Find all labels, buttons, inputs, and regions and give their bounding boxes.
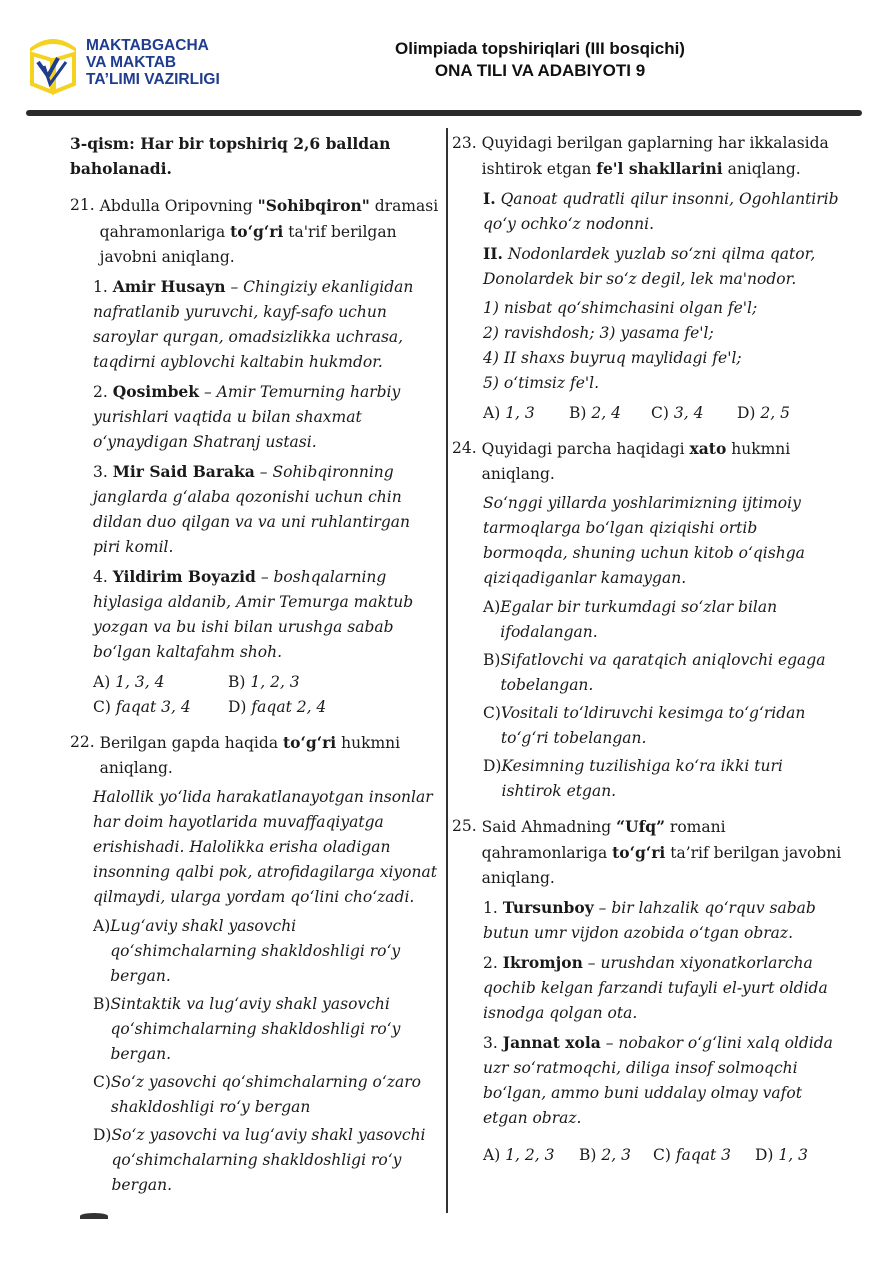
right-column bbox=[452, 131, 844, 1178]
option-label: D) bbox=[755, 1146, 774, 1164]
option-label: D) bbox=[737, 404, 756, 422]
quoted-passage-2 bbox=[483, 241, 844, 292]
item-number: 4. bbox=[93, 568, 108, 586]
text: Said Ahmadning bbox=[481, 818, 617, 836]
option-value: 2, 4 bbox=[591, 404, 621, 422]
column-divider bbox=[446, 128, 448, 1213]
option-value: 2, 5 bbox=[760, 404, 790, 422]
option-b[interactable] bbox=[569, 401, 651, 426]
option-label: B) bbox=[93, 995, 111, 1013]
question-text bbox=[100, 193, 442, 270]
numbered-list bbox=[483, 296, 844, 396]
option-text: So‘z yasovchi va lug‘aviy shakl yasovchi qo‘shimchalarning shakldoshligi ro‘y bergan. bbox=[111, 1126, 426, 1194]
item-number: 2. bbox=[483, 954, 498, 972]
item-desc: – Amir Temurning harbiy yurishlari vaqtida u bilan shaxmat o‘ynaydigan Shatranj ustasi. bbox=[93, 383, 401, 451]
answer-b[interactable] bbox=[93, 992, 442, 1067]
list-item bbox=[93, 459, 442, 560]
option-text: Vositali to‘ldiruvchi kesimga to‘g‘ridan to‘g‘ri tobelangan. bbox=[500, 704, 806, 747]
question-number: 21. bbox=[70, 196, 95, 214]
option-text: Lug‘aviy shakl yasovchi qo‘shimchalarning shakldoshligi ro‘y bergan. bbox=[110, 917, 401, 985]
item-desc: – urushdan xiyonatkorlarcha qochib kelgan farzandi tufayli el-yurt oldida isnodga qolgan ota. bbox=[483, 954, 828, 1022]
option-label: B) bbox=[228, 673, 246, 691]
item-desc: – boshqalarning hiylasiga aldanib, Amir Temurga maktub yozgan va bu ishi bilan urushga sabab bo‘lgan kaltafahm shoh. bbox=[93, 568, 414, 661]
item-name: Jannat xola bbox=[502, 1033, 601, 1052]
option-a[interactable] bbox=[483, 1143, 579, 1168]
option-label: B) bbox=[579, 1146, 597, 1164]
answer-d[interactable] bbox=[483, 754, 844, 804]
option-label: A) bbox=[483, 598, 501, 616]
option-text: Sintaktik va lug‘aviy shakl yasovchi qo‘shimchalarning shakldoshligi ro‘y bergan. bbox=[110, 995, 401, 1063]
item-desc: – Chingiziy ekanligidan nafratlanib yuruvchi, kayf-safo uchun saroylar qurgan, omadsizlikka uchrasa, taqdirni ayblovchi kaltabin hukmdor. bbox=[93, 278, 414, 371]
list-item: 5) o‘timsiz fe'l. bbox=[483, 374, 600, 392]
ministry-name-line: MAKTABGACHA bbox=[86, 37, 209, 54]
section-intro: 3-qism: Har bir topshiriq 2,6 balldan baholanadi. bbox=[70, 134, 391, 178]
text-bold: to‘g‘ri bbox=[612, 843, 666, 862]
page-corner-mark bbox=[80, 1213, 108, 1219]
option-b[interactable] bbox=[228, 670, 300, 695]
ministry-logo-icon bbox=[26, 26, 80, 96]
text-bold: “Ufq” bbox=[616, 817, 665, 836]
item-name: Mir Said Baraka bbox=[112, 462, 255, 481]
list-item: 2) ravishdosh; 3) yasama fe'l; bbox=[483, 324, 714, 342]
list-item: 1) nisbat qo‘shimchasini olgan fe'l; bbox=[483, 299, 758, 317]
option-label: A) bbox=[483, 404, 501, 422]
question-number: 22. bbox=[70, 733, 95, 751]
text: Quyidagi berilgan gaplarning har ikkalasida ishtirok etgan bbox=[481, 134, 829, 178]
answer-options bbox=[93, 670, 442, 720]
question-number: 23. bbox=[452, 134, 477, 152]
quote-text: Nodonlardek yuzlab so‘zni qilma qator, Donolardek bir so‘z degil, lek ma'nodor. bbox=[483, 245, 816, 288]
option-label: C) bbox=[93, 1073, 111, 1091]
document-title bbox=[330, 38, 750, 82]
title-line-1: Olimpiada topshiriqlari (III bosqichi) bbox=[395, 39, 685, 58]
quoted-passage: Halollik yo‘lida harakatlanayotgan insonlar har doim hayotlarida muvaffaqiyatga erishishadi. Halolikka erisha oladigan insonning qalbi pok, atrofidagilarga xiyonat qilmaydi, ularga yordam qo‘lini cho‘zadi. bbox=[93, 788, 437, 906]
option-a[interactable] bbox=[93, 670, 228, 695]
question-text bbox=[482, 131, 844, 182]
list-item bbox=[93, 274, 442, 375]
quoted-passage-1 bbox=[483, 186, 844, 237]
option-value: 1, 3 bbox=[505, 404, 535, 422]
text-bold: xato bbox=[689, 439, 727, 458]
option-label: B) bbox=[569, 404, 587, 422]
option-label: D) bbox=[93, 1126, 112, 1144]
answer-options bbox=[483, 401, 844, 426]
item-name: Tursunboy bbox=[502, 898, 594, 917]
option-label: A) bbox=[93, 917, 111, 935]
option-label: C) bbox=[483, 704, 501, 722]
list-item bbox=[93, 564, 442, 665]
list-item: 4) II shaxs buyruq maylidagi fe'l; bbox=[483, 349, 742, 367]
item-desc: – bir lahzalik qo‘rquv sabab butun umr vijdon azobida o‘tgan obraz. bbox=[483, 899, 816, 942]
roman-numeral: II. bbox=[483, 244, 503, 263]
text-bold: to‘g‘ri bbox=[230, 222, 284, 241]
option-value: 1, 3 bbox=[778, 1146, 808, 1164]
answer-b[interactable] bbox=[483, 648, 844, 698]
option-label: C) bbox=[653, 1146, 671, 1164]
header-rule bbox=[26, 110, 862, 116]
question-21 bbox=[70, 193, 442, 270]
item-number: 3. bbox=[483, 1034, 498, 1052]
answer-c[interactable] bbox=[483, 701, 844, 751]
question-23 bbox=[452, 131, 844, 182]
text: Berilgan gapda haqida bbox=[99, 734, 283, 752]
page-header bbox=[0, 0, 870, 120]
option-text: So‘z yasovchi qo‘shimchalarning o‘zaro shakldoshligi ro‘y bergan bbox=[110, 1073, 421, 1116]
option-text: Sifatlovchi va qaratqich aniqlovchi egaga tobelangan. bbox=[500, 651, 826, 694]
text: ta’rif berilgan javobni aniqlang. bbox=[481, 844, 842, 887]
option-b[interactable] bbox=[579, 1143, 653, 1168]
answer-c[interactable] bbox=[93, 1070, 442, 1120]
text: Abdulla Oripovning bbox=[99, 197, 258, 215]
text: ta'rif berilgan javobni aniqlang. bbox=[99, 223, 397, 266]
text-bold: fe'l shakllarini bbox=[596, 159, 723, 178]
text: aniqlang. bbox=[722, 160, 801, 178]
option-d[interactable] bbox=[737, 401, 790, 426]
question-text bbox=[100, 730, 442, 781]
item-name: Amir Husayn bbox=[112, 277, 226, 296]
option-value: 2, 3 bbox=[601, 1146, 631, 1164]
answer-a[interactable] bbox=[483, 595, 844, 645]
option-label: C) bbox=[651, 404, 669, 422]
quoted-passage: So‘nggi yillarda yoshlarimizning ijtimoiy tarmoqlarga bo‘lgan qiziqishi ortib bormoqda, shuning uchun kitob o‘qishga qiziqadiganlar kamaygan. bbox=[483, 494, 805, 587]
option-text: Egalar bir turkumdagi so‘zlar bilan ifodalangan. bbox=[500, 598, 778, 641]
option-value: 3, 4 bbox=[673, 404, 704, 422]
text: romani qahramonlariga bbox=[481, 818, 726, 862]
question-number: 25. bbox=[452, 817, 477, 835]
text-bold: "Sohibqiron" bbox=[257, 196, 370, 215]
item-desc: – Sohibqironning janglarda g‘alaba qozonishi uchun chin dildan duo qilgan va va uni ruhlantirgan piri komil. bbox=[93, 463, 410, 556]
item-number: 2. bbox=[93, 383, 108, 401]
option-a[interactable] bbox=[483, 401, 569, 426]
list-item bbox=[483, 950, 844, 1026]
option-value: 1, 2, 3 bbox=[505, 1146, 555, 1164]
question-24 bbox=[452, 436, 844, 487]
item-number: 3. bbox=[93, 463, 108, 481]
ministry-name-line: TA’LIMI VAZIRLIGI bbox=[86, 71, 220, 88]
option-c[interactable] bbox=[651, 401, 737, 426]
option-label: D) bbox=[483, 757, 502, 775]
text: Quyidagi parcha haqidagi bbox=[481, 440, 690, 458]
option-d[interactable] bbox=[755, 1143, 808, 1168]
ministry-name bbox=[86, 37, 220, 88]
option-value: faqat 3 bbox=[675, 1146, 732, 1164]
item-number: 1. bbox=[483, 899, 498, 917]
text: dramasi qahramonlariga bbox=[99, 197, 439, 241]
option-value: 1, 2, 3 bbox=[250, 673, 300, 691]
option-value: faqat 3, 4 bbox=[115, 698, 191, 716]
answer-a[interactable] bbox=[93, 914, 442, 989]
option-value: faqat 2, 4 bbox=[251, 698, 327, 716]
question-text bbox=[482, 814, 844, 891]
option-c[interactable] bbox=[653, 1143, 755, 1168]
list-item bbox=[93, 379, 442, 455]
list-item bbox=[483, 1030, 844, 1131]
option-label: A) bbox=[93, 673, 111, 691]
text-bold: to‘g‘ri bbox=[283, 733, 337, 752]
question-number: 24. bbox=[452, 439, 477, 457]
quote-text: Qanoat qudratli qilur insonni, Ogohlantirib qo‘y ochko‘z nodonni. bbox=[483, 190, 839, 233]
item-number: 1. bbox=[93, 278, 108, 296]
option-value: 1, 3, 4 bbox=[115, 673, 165, 691]
answer-d[interactable] bbox=[93, 1123, 442, 1198]
option-label: C) bbox=[93, 698, 111, 716]
text: hukmni aniqlang. bbox=[481, 440, 791, 483]
option-label: B) bbox=[483, 651, 501, 669]
item-name: Yildirim Boyazid bbox=[112, 567, 256, 586]
item-name: Ikromjon bbox=[502, 953, 583, 972]
list-item bbox=[483, 895, 844, 946]
ministry-name-line: VA MAKTAB bbox=[86, 54, 177, 71]
item-desc: – nobakor o‘g‘lini xalq oldida uzr so‘ratmoqchi, diliga insof solmoqchi bo‘lgan, ammo buni uddalay olmay vafot etgan obraz. bbox=[483, 1034, 833, 1127]
question-22 bbox=[70, 730, 442, 781]
question-25 bbox=[452, 814, 844, 891]
item-name: Qosimbek bbox=[112, 382, 200, 401]
option-d[interactable] bbox=[228, 695, 326, 720]
left-column bbox=[70, 131, 442, 1201]
text: hukmni aniqlang. bbox=[99, 734, 401, 777]
title-line-2: ONA TILI VA ADABIYOTI 9 bbox=[434, 61, 646, 80]
option-label: A) bbox=[483, 1146, 501, 1164]
answer-options bbox=[483, 1143, 844, 1168]
roman-numeral: I. bbox=[483, 189, 496, 208]
option-label: D) bbox=[228, 698, 247, 716]
question-text bbox=[482, 436, 844, 487]
option-text: Kesimning tuzilishiga ko‘ra ikki turi ishtirok etgan. bbox=[501, 757, 783, 800]
option-c[interactable] bbox=[93, 695, 228, 720]
